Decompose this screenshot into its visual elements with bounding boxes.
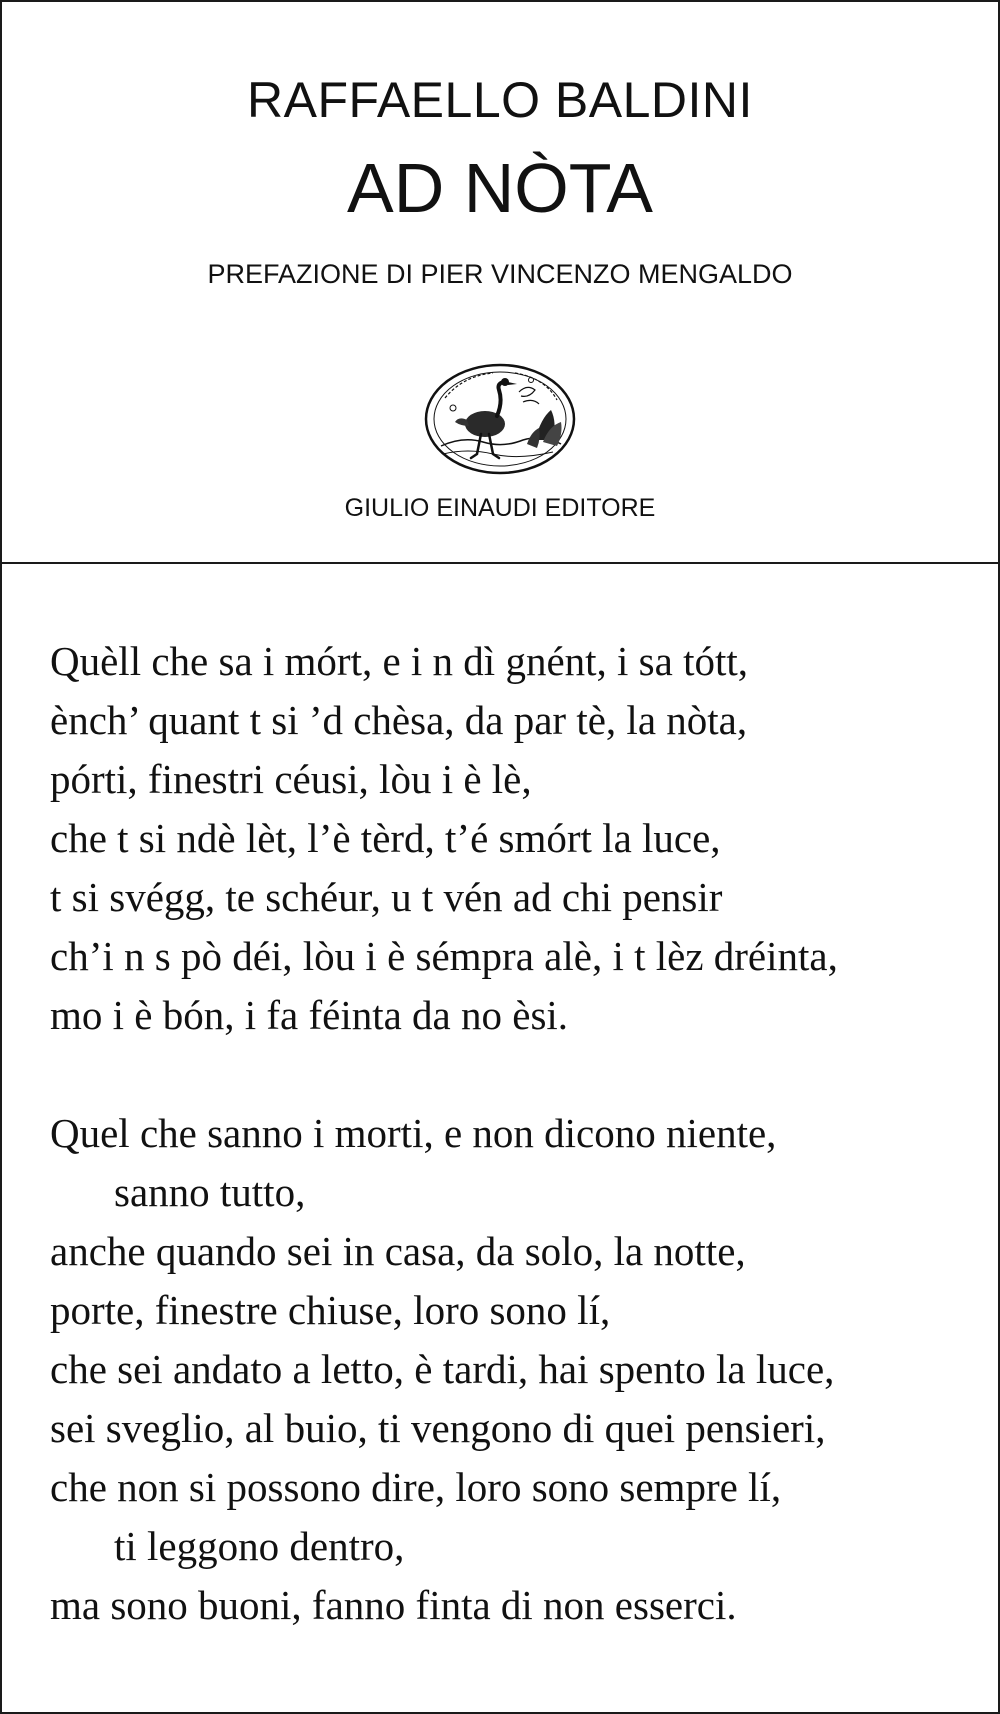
poem-line: che t si ndè lèt, l’è tèrd, t’é smórt la luce, — [50, 815, 721, 861]
poem-line: anche quando sei in casa, da solo, la notte, — [50, 1228, 746, 1274]
poem-line: Quèll che sa i mórt, e i n dì gnént, i sa tótt, — [50, 638, 749, 684]
poem-line: che sei andato a letto, è tardi, hai spento la luce, — [50, 1346, 835, 1392]
poem-line: pórti, finestri céusi, lòu i è lè, — [50, 756, 532, 802]
book-title: AD NÒTA — [347, 149, 653, 227]
author-name: RAFFAELLO BALDINI — [247, 72, 753, 128]
poem-text — [50, 632, 970, 1635]
poem-line: che non si possono dire, loro sono sempre lí, — [50, 1464, 782, 1510]
poem-line: ma sono buoni, fanno finta di non esserci. — [50, 1582, 737, 1628]
poem-line: ch’i n s pò déi, lòu i è sémpra alè, i t lèz dréinta, — [50, 933, 838, 979]
poem-line-indented: ti leggono dentro, — [114, 1523, 405, 1569]
poem-line: ènch’ quant t si ’d chèsa, da par tè, la nòta, — [50, 697, 748, 743]
poem-line: Quel che sanno i morti, e non dicono niente, — [50, 1110, 777, 1156]
poem-line: sei sveglio, al buio, ti vengono di quei pensieri, — [50, 1405, 826, 1451]
poem-line: porte, finestre chiuse, loro sono lí, — [50, 1287, 611, 1333]
poem-line-indented: sanno tutto, — [114, 1169, 306, 1215]
poem-stanza-italian — [50, 1104, 970, 1635]
poem-line: mo i è bón, i fa féinta da no èsi. — [50, 992, 569, 1038]
cover-header-panel — [2, 2, 998, 564]
preface-credit: PREFAZIONE DI PIER VINCENZO MENGALDO — [207, 259, 793, 289]
publisher-name: GIULIO EINAUDI EDITORE — [344, 494, 656, 522]
einaudi-ostrich-emblem-icon — [423, 362, 577, 476]
poem-line: t si svégg, te schéur, u t vén ad chi pensir — [50, 874, 723, 920]
poem-stanza-dialect — [50, 632, 970, 1045]
